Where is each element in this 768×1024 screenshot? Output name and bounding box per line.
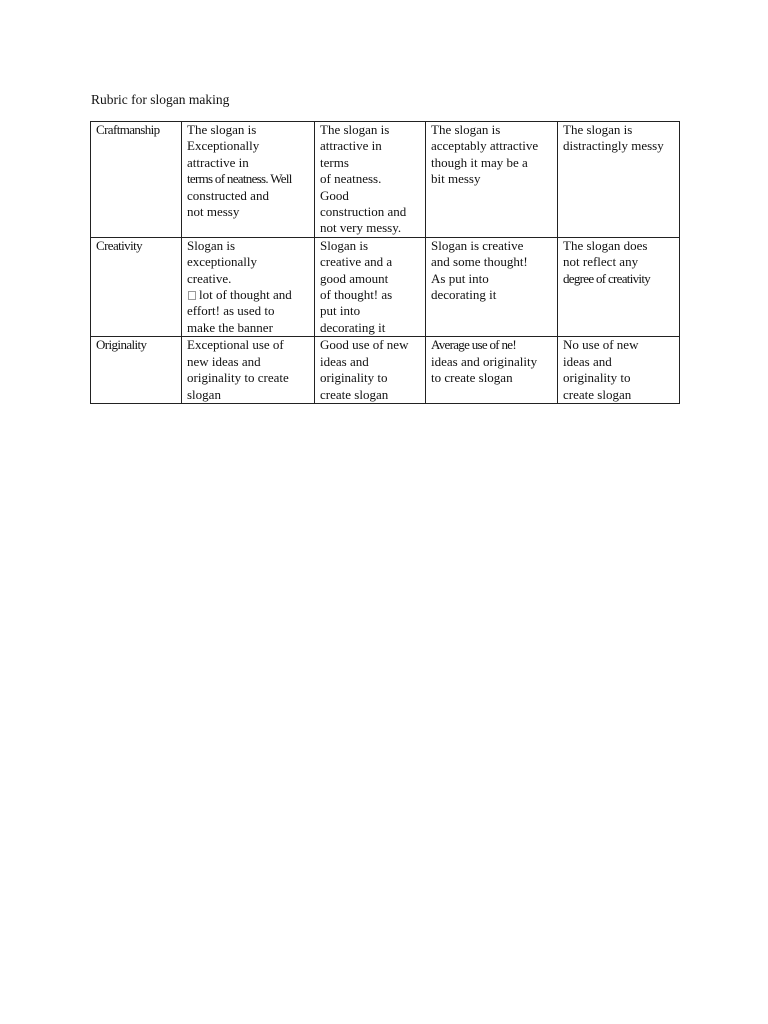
cell-line: The slogan is — [431, 122, 501, 137]
cell-line: The slogan is — [563, 122, 633, 137]
cell-line: attractive in — [320, 138, 382, 154]
rubric-cell — [182, 122, 315, 238]
cell-line: to create slogan — [431, 370, 513, 386]
rubric-cell — [182, 237, 315, 336]
cell-line: The slogan is — [187, 122, 257, 137]
cell-line: The slogan does — [563, 237, 648, 253]
cell-line: construction and — [320, 204, 407, 220]
cell-line: The slogan is — [320, 122, 390, 137]
cell-line: decorating it — [431, 287, 497, 303]
cell-line: As put into — [431, 270, 489, 286]
cell-line: create slogan — [320, 386, 389, 402]
criterion-originality: Originality — [91, 337, 182, 404]
cell-line: Exceptionally — [187, 138, 260, 154]
page-title: Rubric for slogan making — [91, 92, 230, 107]
cell-line: Good — [320, 187, 349, 203]
cell-line: Average use of ne! — [431, 337, 516, 353]
cell-line: decorating it — [320, 319, 386, 335]
rubric-cell — [315, 122, 426, 238]
cell-line: Slogan is — [187, 237, 236, 253]
criterion-craftmanship: Craftmanship — [91, 122, 182, 238]
cell-line: ideas and originality — [431, 353, 538, 369]
cell-line: Exceptional use of — [187, 337, 284, 353]
cell-line: put into — [320, 303, 361, 319]
rubric-cell — [315, 337, 426, 404]
rubric-cell — [426, 237, 558, 336]
cell-line: create slogan — [563, 386, 632, 402]
rubric-cell — [426, 337, 558, 404]
cell-line: ideas and — [320, 353, 369, 369]
rubric-cell — [315, 237, 426, 336]
cell-line: new ideas and — [187, 353, 261, 369]
cell-line: exceptionally — [187, 254, 258, 270]
missing-glyph-box-icon — [188, 291, 196, 300]
cell-line: originality to — [563, 370, 631, 386]
cell-line: creative. — [187, 270, 232, 286]
rubric-cell — [558, 237, 680, 336]
cell-line: not reflect any — [563, 254, 639, 270]
cell-line: Good use of new — [320, 337, 409, 353]
cell-line: originality to create — [187, 370, 289, 386]
criterion-creativity: Creativity — [91, 237, 182, 336]
cell-line: terms of neatness. Well — [187, 171, 292, 187]
cell-line: effort! as used to — [187, 303, 275, 319]
cell-line: terms — [320, 154, 349, 170]
cell-line: make the banner — [187, 319, 273, 335]
cell-line: of neatness. — [320, 171, 382, 187]
cell-line: of thought! as — [320, 287, 393, 303]
rubric-cell — [558, 122, 680, 238]
rubric-table — [90, 121, 680, 404]
rubric-row-craftmanship — [91, 122, 680, 238]
cell-line: degree of creativity — [563, 270, 651, 286]
cell-line: ideas and — [563, 353, 612, 369]
rubric-row-creativity — [91, 237, 680, 336]
cell-line: creative and a — [320, 254, 393, 270]
cell-line: not messy — [187, 204, 240, 220]
cell-line: bit messy — [431, 171, 481, 187]
rubric-cell — [558, 337, 680, 404]
cell-line: though it may be a — [431, 154, 528, 170]
cell-line: acceptably attractive — [431, 138, 539, 154]
cell-line: constructed and — [187, 187, 269, 203]
cell-line: Slogan is — [320, 237, 369, 253]
rubric-row-originality — [91, 337, 680, 404]
cell-line: slogan — [187, 386, 221, 402]
rubric-cell — [426, 122, 558, 238]
cell-line: Slogan is creative — [431, 237, 524, 253]
rubric-cell — [182, 337, 315, 404]
cell-line: No use of new — [563, 337, 639, 353]
cell-line: distractingly messy — [563, 138, 664, 154]
cell-line: attractive in — [187, 154, 249, 170]
cell-line: not very messy. — [320, 220, 402, 236]
cell-line: good amount — [320, 270, 389, 286]
cell-line: originality to — [320, 370, 388, 386]
cell-line: and some thought! — [431, 254, 528, 270]
cell-line-text: lot of thought and — [199, 287, 292, 303]
cell-line-with-missing-glyph — [187, 287, 311, 303]
